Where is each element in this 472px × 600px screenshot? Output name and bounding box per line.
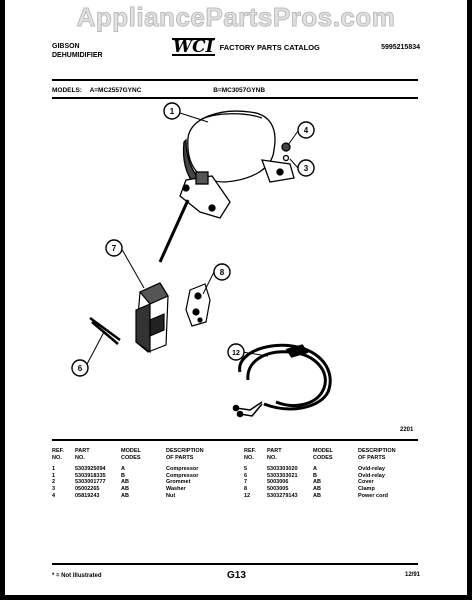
divider-footer [52, 563, 418, 565]
col-description: DESCRIPTION [358, 448, 396, 454]
table-header-row [244, 455, 428, 462]
parts-table-right [244, 448, 428, 499]
col-of-parts: OF PARTS [166, 454, 194, 461]
ref-cell: 7 [244, 479, 248, 486]
desc-cell: Power cord [358, 492, 388, 499]
models-label: MODELS: [52, 87, 82, 94]
ref-cell: 1 [52, 466, 56, 473]
table-header-row [52, 455, 236, 462]
table-row [52, 493, 236, 500]
col-ref: REF. [52, 448, 64, 454]
col-part-no: NO. [75, 454, 85, 461]
code-cell: B [313, 472, 317, 479]
svg-text:7: 7 [111, 244, 117, 253]
table-row [244, 466, 428, 473]
col-part-no: NO. [267, 454, 277, 461]
desc-cell: Grommet [166, 479, 191, 486]
table-row [244, 479, 428, 486]
code-cell: A [121, 466, 125, 473]
part-cell: 5303279143 [267, 492, 298, 499]
wire-lead [160, 200, 188, 262]
svg-text:1: 1 [169, 107, 175, 116]
divider-table [52, 439, 418, 441]
callout-8 [214, 264, 230, 280]
table-header-row [52, 448, 236, 455]
svg-text:6: 6 [77, 364, 83, 373]
col-ref-no: NO. [52, 454, 62, 461]
page-number: G13 [227, 570, 246, 581]
code-cell: AB [313, 485, 321, 492]
brand-name: GIBSON [52, 43, 80, 50]
ref-cell: 3 [52, 485, 56, 492]
col-of-parts: OF PARTS [358, 454, 386, 461]
table-row [52, 479, 236, 486]
part-cell: 05002265 [75, 485, 100, 492]
col-model: MODEL [121, 448, 141, 454]
callout-12 [228, 344, 244, 360]
code-cell: A [313, 466, 317, 473]
document-number: 5995215834 [381, 44, 420, 51]
footnote: * = Not Illustrated [52, 573, 102, 579]
table-row [52, 466, 236, 473]
desc-cell: Compressor [166, 466, 199, 473]
compressor [180, 111, 294, 218]
code-cell: AB [313, 479, 321, 486]
code-cell: B [121, 472, 125, 479]
ref-cell: 5 [244, 466, 248, 473]
desc-cell: Clamp [358, 485, 375, 492]
col-part: PART [267, 448, 282, 454]
code-cell: AB [121, 479, 129, 486]
ref-cell: 2 [52, 479, 56, 486]
ref-cell: 1 [52, 472, 56, 479]
col-description: DESCRIPTION [166, 448, 204, 454]
part-cell: 5303925094 [75, 466, 106, 473]
table-row [244, 486, 428, 493]
col-model: MODEL [313, 448, 333, 454]
power-cord [234, 345, 330, 416]
catalog-title: FACTORY PARTS CATALOG [219, 42, 320, 52]
col-part: PART [75, 448, 90, 454]
part-cell: 05819243 [75, 492, 100, 499]
revision-date: 12/91 [404, 572, 420, 578]
desc-cell: Cover [358, 479, 374, 486]
callout-4 [298, 122, 314, 138]
code-cell: AB [121, 492, 129, 499]
table-row [52, 473, 236, 480]
ref-cell: 6 [244, 472, 248, 479]
col-ref-no: NO. [244, 454, 254, 461]
svg-text:4: 4 [303, 126, 309, 135]
code-cell: AB [313, 492, 321, 499]
callout-1 [164, 103, 180, 119]
desc-cell: Washer [166, 485, 186, 492]
part-cell: 5303918335 [75, 472, 106, 479]
model-b: B=MC3057GYNB [213, 87, 266, 94]
svg-text:12: 12 [232, 350, 240, 357]
part-cell: 5303001777 [75, 479, 106, 486]
callout-7 [106, 240, 122, 256]
part-cell: 5303303021 [267, 472, 298, 479]
col-codes: CODES [121, 454, 141, 461]
wire-clip [90, 318, 120, 344]
col-ref: REF. [244, 448, 256, 454]
svg-text:3: 3 [303, 164, 309, 173]
part-cell: 5003006 [267, 479, 289, 486]
callout-3 [298, 160, 314, 176]
table-row [244, 473, 428, 480]
wci-logo: WCI [173, 37, 214, 57]
table-header-row [244, 448, 428, 455]
overload-relay-cover [136, 283, 168, 352]
desc-cell: Nut [166, 492, 176, 499]
code-cell: AB [121, 485, 129, 492]
relay-clamp [186, 284, 210, 326]
watermark: AppliancePartsPros.com [76, 2, 396, 32]
parts-table-left [52, 448, 236, 499]
part-cell: 5303303020 [267, 466, 298, 473]
ref-cell: 12 [244, 492, 251, 499]
table-row [244, 493, 428, 500]
desc-cell: Ovld-relay [358, 466, 385, 473]
col-codes: CODES [313, 454, 333, 461]
desc-cell: Ovld-relay [358, 472, 385, 479]
callout-6 [72, 360, 88, 376]
ref-cell: 4 [52, 492, 56, 499]
diagram-code: 2201 [400, 427, 414, 433]
svg-text:8: 8 [219, 268, 225, 277]
ref-cell: 8 [244, 485, 248, 492]
part-cell: 5003005 [267, 485, 289, 492]
table-row [52, 486, 236, 493]
model-a: A=MC2557GYNC [89, 87, 142, 94]
product-type: DEHUMIDIFIER [52, 52, 103, 59]
desc-cell: Compressor [166, 472, 199, 479]
